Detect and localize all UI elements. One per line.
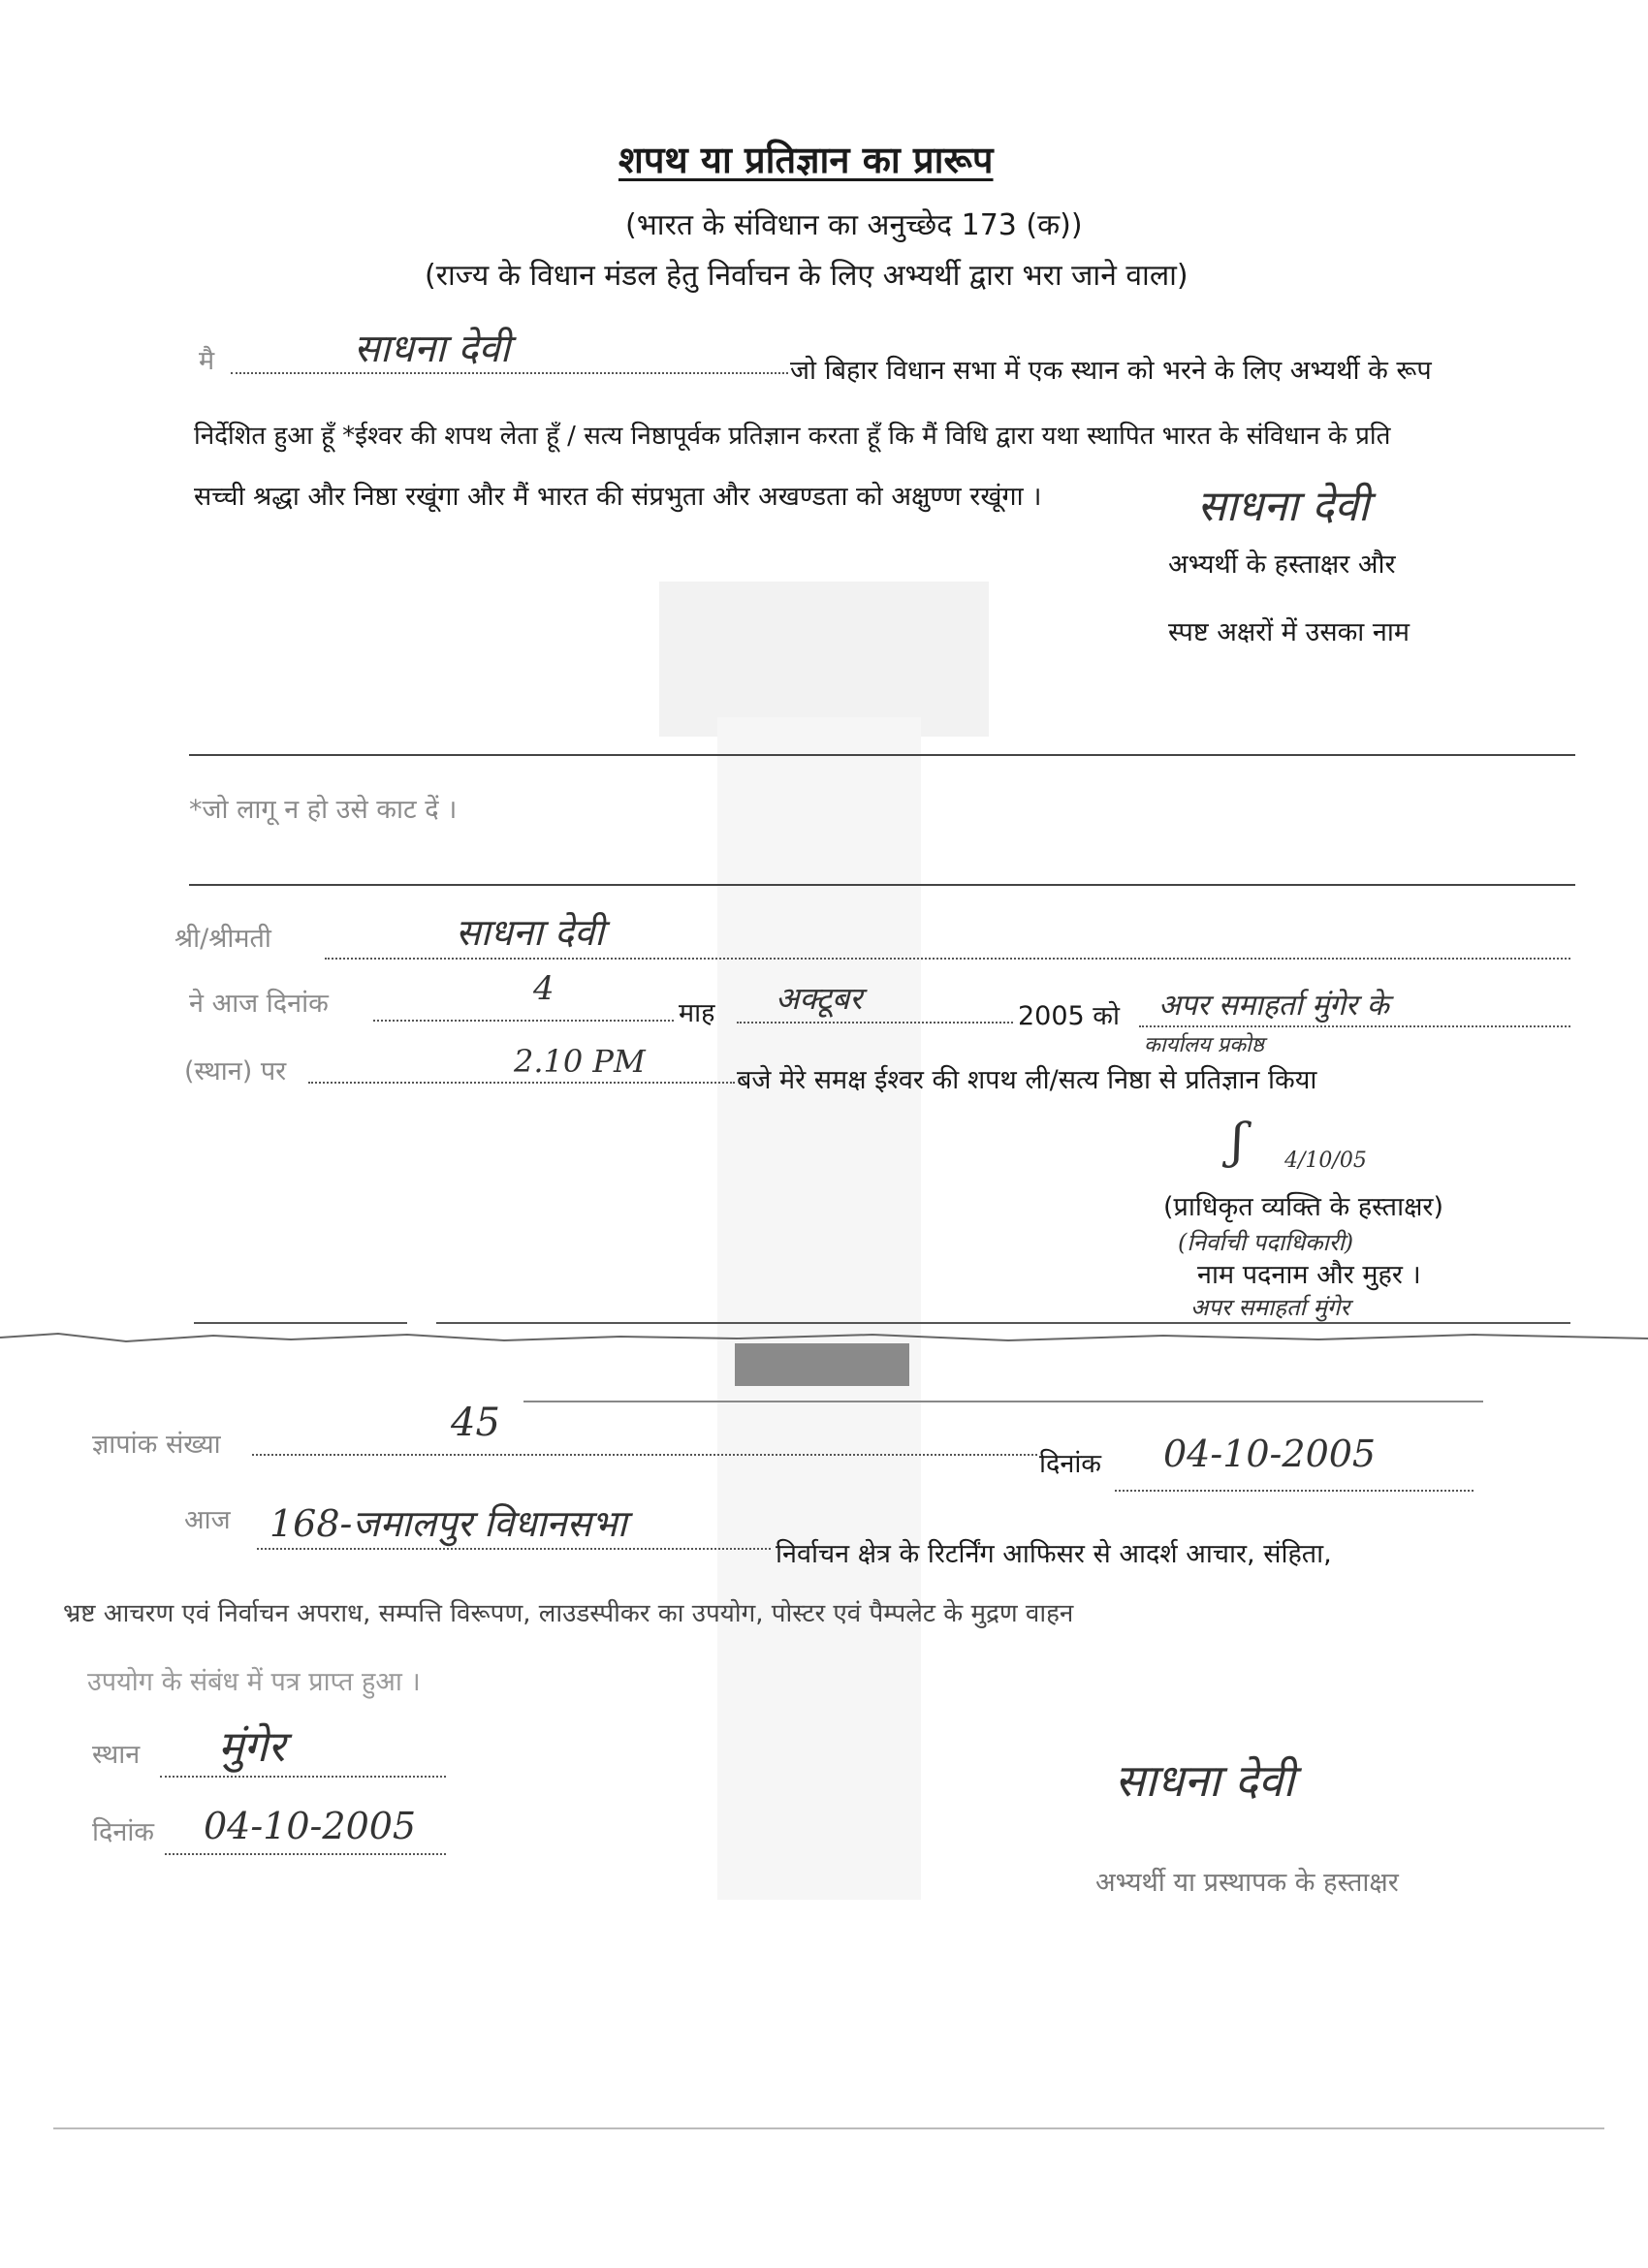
page-bottom-border <box>53 2127 1604 2129</box>
receipt-date-label: दिनांक <box>1039 1449 1102 1479</box>
month-value: अक्टूबर <box>776 980 863 1017</box>
receipt-signature-label: अभ्यर्थी या प्रस्थापक के हस्ताक्षर <box>1095 1868 1399 1898</box>
candidate-signature-label: अभ्यर्थी के हस्ताक्षर और <box>1168 550 1396 580</box>
fold-divider <box>523 1401 1483 1402</box>
memo-number-value: 45 <box>451 1401 500 1445</box>
page-title: शपथ या प्रतिज्ञान का प्रारूप <box>618 139 994 181</box>
date-label: ने आज दिनांक <box>189 989 329 1019</box>
candidate-name-label: स्पष्ट अक्षरों में उसका नाम <box>1168 617 1410 647</box>
memo-number-line <box>252 1454 1037 1456</box>
oath-line-2: निर्देशित हुआ हूँ *ईश्वर की शपथ लेता हूँ / सत्य निष्ठापूर्वक प्रतिज्ञान करता हूँ कि मैं विधि द्वारा यथा स्थापित भारत के संविधान के प्रति <box>194 422 1391 451</box>
time-line <box>308 1082 735 1084</box>
officer-date: 4/10/05 <box>1284 1149 1367 1173</box>
receipt-date-line <box>1115 1490 1474 1492</box>
receipt-date2-label: दिनांक <box>92 1817 155 1847</box>
place-value-2: कार्यालय प्रकोष्ठ <box>1144 1033 1264 1057</box>
constituency-value: 168-जमालपुर विधानसभा <box>269 1502 627 1545</box>
receipt-date2-value: 04-10-2005 <box>204 1805 417 1847</box>
place-value: अपर समाहर्ता मुंगेर के <box>1158 989 1389 1023</box>
receipt-line-1: निर्वाचन क्षेत्र के रिटर्निंग आफिसर से आदर्श आचार, संहिता, <box>776 1539 1332 1569</box>
receipt-date-value: 04-10-2005 <box>1163 1433 1377 1475</box>
shri-label: श्री/श्रीमती <box>174 924 271 954</box>
time-value: 2.10 PM <box>514 1043 646 1080</box>
officer-stamp-label: नाम पदनाम और मुहर । <box>1197 1260 1421 1290</box>
bleed-through-shadow-top <box>659 582 989 737</box>
oath-line-1: जो बिहार विधान सभा में एक स्थान को भरने के लिए अभ्यर्थी के रूप <box>790 356 1432 386</box>
year-text: 2005 को <box>1018 1001 1121 1031</box>
constituency-line <box>257 1548 771 1550</box>
month-line <box>737 1022 1013 1024</box>
page-subtitle-purpose: (राज्य के विधान मंडल हेतु निर्वाचन के लिए अभ्यर्थी द्वारा भरा जाने वाला) <box>425 259 1188 293</box>
receipt-candidate-signature: साधना देवी <box>1115 1754 1295 1807</box>
oath-taken-text: बजे मेरे समक्ष ईश्वर की शपथ ली/सत्य निष्ठा से प्रतिज्ञान किया <box>737 1065 1317 1095</box>
receipt-line-2: भ्रष्ट आचरण एवं निर्वाचन अपराध, सम्पत्ति विरूपण, लाउडस्पीकर का उपयोग, पोस्टर एवं पैम्पलेट के मुद्रण वाहन <box>63 1599 1074 1628</box>
officer-signature-mark: ʃ <box>1231 1113 1245 1169</box>
shri-value: साधना देवी <box>456 911 605 954</box>
shri-line <box>325 958 1570 960</box>
officer-designation: अपर समाहर्ता मुंगेर <box>1190 1294 1350 1321</box>
oath-line-3: सच्ची श्रद्धा और निष्ठा रखूंगा और मैं भारत की संप्रभुता और अखण्डता को अक्षुण्ण रखूंगा । <box>194 482 1042 512</box>
receipt-line-3: उपयोग के संबंध में पत्र प्राप्त हुआ । <box>87 1667 421 1697</box>
aaj-label: आज <box>184 1505 231 1535</box>
day-value: 4 <box>533 969 555 1008</box>
section-divider-2 <box>189 884 1575 886</box>
oath-name-handwritten: साधना देवी <box>354 327 511 371</box>
receipt-place-label: स्थान <box>92 1740 141 1770</box>
memo-number-label: ज्ञापांक संख्या <box>92 1430 221 1460</box>
place-line <box>1139 1025 1570 1027</box>
officer-signature-label: (प्राधिकृत व्यक्ति के हस्ताक्षर) <box>1163 1192 1444 1222</box>
candidate-signature: साधना देवी <box>1197 482 1370 531</box>
month-label: माह <box>679 998 715 1028</box>
strike-note: *जो लागू न हो उसे काट दें । <box>189 795 458 825</box>
receipt-place-line <box>160 1776 446 1778</box>
officer-name: (निर्वाची पदाधिकारी) <box>1178 1229 1354 1256</box>
torn-paper-edge <box>0 1308 1648 1386</box>
receipt-place-value: मुंगेर <box>218 1722 286 1772</box>
oath-prefix: मै <box>199 346 215 376</box>
page-subtitle-article: (भारत के संविधान का अनुच्छेद 173 (क)) <box>625 208 1083 242</box>
section-divider-1 <box>189 754 1575 756</box>
place-label: (स्थान) पर <box>184 1056 287 1087</box>
day-line <box>373 1020 674 1022</box>
receipt-date2-line <box>165 1853 446 1855</box>
